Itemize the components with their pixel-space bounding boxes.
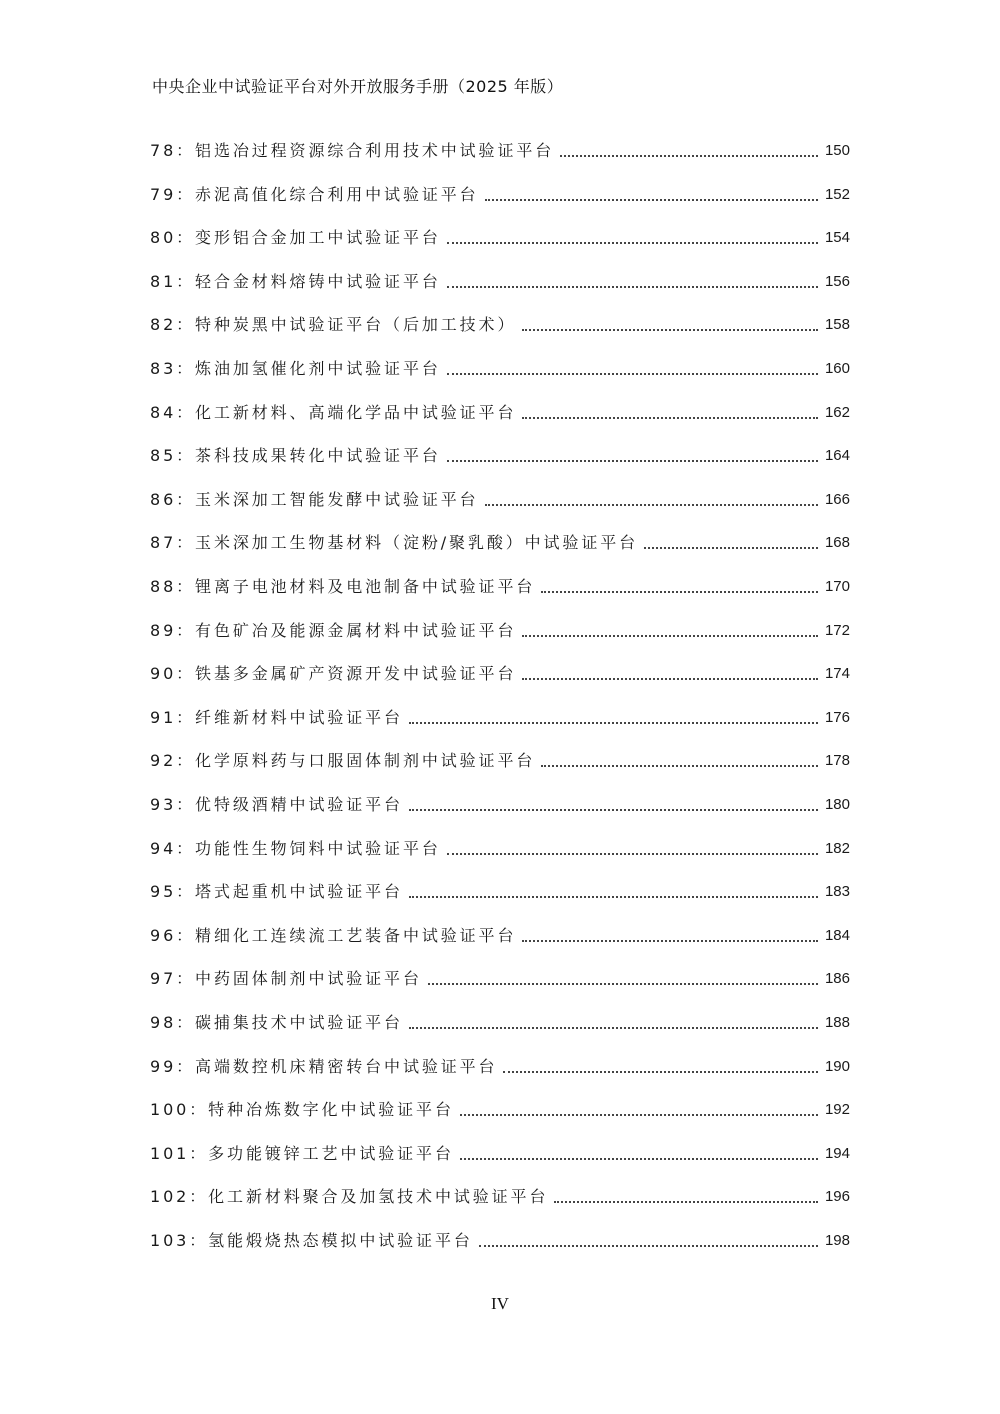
dot-leader — [554, 1184, 820, 1210]
toc-entry-page: 152 — [824, 185, 850, 203]
toc-entry[interactable] — [150, 792, 850, 818]
dot-leader — [479, 1228, 820, 1254]
toc-entry-page: 188 — [824, 1014, 850, 1031]
toc-entry-title: 89：有色矿冶及能源金属材料中试验证平台 — [150, 620, 517, 640]
toc-entry-title: 95：塔式起重机中试验证平台 — [150, 882, 403, 902]
dot-leader — [460, 1097, 820, 1123]
toc-entry[interactable] — [150, 879, 850, 905]
toc-entry[interactable] — [150, 966, 850, 992]
toc-entry[interactable] — [150, 705, 850, 731]
toc-entry-page: 162 — [824, 403, 850, 421]
toc-entry[interactable] — [150, 530, 850, 556]
toc-entry-page: 158 — [824, 316, 850, 334]
toc-entry[interactable] — [150, 1097, 850, 1123]
toc-entry[interactable] — [150, 182, 850, 208]
dot-leader — [522, 923, 820, 949]
dot-leader — [447, 269, 820, 295]
dot-leader — [541, 574, 820, 600]
dot-leader — [560, 138, 820, 164]
toc-entry-title: 93：优特级酒精中试验证平台 — [150, 795, 403, 814]
toc-entry-title: 83：炼油加氢催化剂中试验证平台 — [150, 359, 441, 378]
dot-leader — [460, 1141, 820, 1167]
toc-entry-page: 182 — [824, 839, 850, 857]
dot-leader — [409, 792, 820, 818]
toc-entry-title: 85：茶科技成果转化中试验证平台 — [150, 446, 441, 466]
toc-entry[interactable] — [150, 225, 850, 251]
toc-entry-page: 178 — [824, 752, 850, 770]
toc-entry-page: 172 — [824, 621, 850, 639]
toc-entry[interactable] — [150, 748, 850, 774]
dot-leader — [522, 400, 820, 426]
toc-entry-page: 160 — [824, 360, 850, 377]
page-number: IV — [491, 1294, 509, 1313]
toc-entry[interactable] — [150, 443, 850, 469]
toc-entry[interactable] — [150, 356, 850, 382]
dot-leader — [522, 618, 820, 644]
toc-entry[interactable] — [150, 487, 850, 513]
toc-entry-title: 90：铁基多金属矿产资源开发中试验证平台 — [150, 664, 517, 684]
toc-entry-page: 196 — [824, 1188, 850, 1206]
toc-entry-page: 186 — [824, 970, 850, 988]
toc-entry-title: 78：铝选冶过程资源综合利用技术中试验证平台 — [150, 141, 555, 160]
dot-leader — [409, 1010, 820, 1036]
toc-entry-title: 101：多功能镀锌工艺中试验证平台 — [150, 1143, 454, 1163]
toc-entry[interactable] — [150, 836, 850, 862]
toc-entry[interactable] — [150, 661, 850, 687]
toc-entry-title: 84：化工新材料、高端化学品中试验证平台 — [150, 402, 517, 422]
toc-entry[interactable] — [150, 1010, 850, 1036]
dot-leader — [503, 1054, 820, 1080]
toc-entry[interactable] — [150, 574, 850, 600]
toc-entry-page: 183 — [824, 883, 850, 901]
dot-leader — [447, 443, 820, 469]
toc-entry[interactable] — [150, 312, 850, 338]
toc-entry-page: 174 — [824, 665, 850, 683]
toc-entry-title: 87：玉米深加工生物基材料（淀粉/聚乳酸）中试验证平台 — [150, 533, 639, 553]
toc-entry[interactable] — [150, 400, 850, 426]
toc-entry-page: 166 — [824, 490, 850, 508]
toc-entry-page: 156 — [824, 272, 850, 290]
toc-entry-title: 86：玉米深加工智能发酵中试验证平台 — [150, 489, 479, 509]
toc-entry[interactable] — [150, 618, 850, 644]
toc-entry-title: 88：锂离子电池材料及电池制备中试验证平台 — [150, 577, 536, 596]
toc-entry-title: 79：赤泥高值化综合利用中试验证平台 — [150, 184, 479, 204]
toc-entry[interactable] — [150, 923, 850, 949]
dot-leader — [541, 748, 820, 774]
toc-entry[interactable] — [150, 269, 850, 295]
toc-entry[interactable] — [150, 1184, 850, 1210]
toc-entry-title: 98：碳捕集技术中试验证平台 — [150, 1013, 403, 1032]
toc-entry-title: 80：变形铝合金加工中试验证平台 — [150, 228, 441, 248]
toc-entry-page: 180 — [824, 796, 850, 813]
dot-leader — [522, 661, 820, 687]
toc-entry-title: 96：精细化工连续流工艺装备中试验证平台 — [150, 925, 517, 945]
dot-leader — [409, 879, 820, 905]
toc-entry-title: 100：特种冶炼数字化中试验证平台 — [150, 1100, 454, 1120]
toc-entry-page: 154 — [824, 229, 850, 247]
toc-entry[interactable] — [150, 1054, 850, 1080]
toc-entry-page: 190 — [824, 1057, 850, 1075]
toc-entry-title: 103：氢能煅烧热态模拟中试验证平台 — [150, 1231, 473, 1250]
toc-entry[interactable] — [150, 1141, 850, 1167]
toc-entry-page: 176 — [824, 708, 850, 726]
dot-leader — [447, 836, 820, 862]
toc-entry-page: 170 — [824, 578, 850, 595]
toc-entry-page: 198 — [824, 1232, 850, 1249]
dot-leader — [409, 705, 820, 731]
toc-entry-page: 164 — [824, 447, 850, 465]
running-header: 中央企业中试验证平台对外开放服务手册（2025 年版） — [152, 77, 564, 96]
dot-leader — [447, 225, 820, 251]
toc-entry-title: 102：化工新材料聚合及加氢技术中试验证平台 — [150, 1187, 549, 1207]
toc-entry-page: 192 — [824, 1101, 850, 1119]
dot-leader — [522, 312, 820, 338]
toc-entry-title: 91：纤维新材料中试验证平台 — [150, 707, 403, 727]
toc-entry-title: 81：轻合金材料熔铸中试验证平台 — [150, 271, 441, 291]
toc-entry-title: 94：功能性生物饲料中试验证平台 — [150, 838, 441, 858]
toc-entry-page: 194 — [824, 1144, 850, 1162]
toc-entry-title: 82：特种炭黑中试验证平台（后加工技术） — [150, 315, 517, 335]
dot-leader — [644, 530, 820, 556]
toc-entry-title: 92：化学原料药与口服固体制剂中试验证平台 — [150, 751, 536, 771]
toc-entry-title: 97：中药固体制剂中试验证平台 — [150, 969, 422, 989]
dot-leader — [428, 966, 820, 992]
dot-leader — [485, 487, 820, 513]
toc-entry-page: 184 — [824, 926, 850, 944]
dot-leader — [447, 356, 820, 382]
toc-entry[interactable] — [150, 138, 850, 164]
toc-entry-page: 168 — [824, 534, 850, 552]
toc-entry-page: 150 — [824, 142, 850, 159]
toc-entry[interactable] — [150, 1228, 850, 1254]
dot-leader — [485, 182, 820, 208]
toc-entry-title: 99：高端数控机床精密转台中试验证平台 — [150, 1056, 498, 1076]
